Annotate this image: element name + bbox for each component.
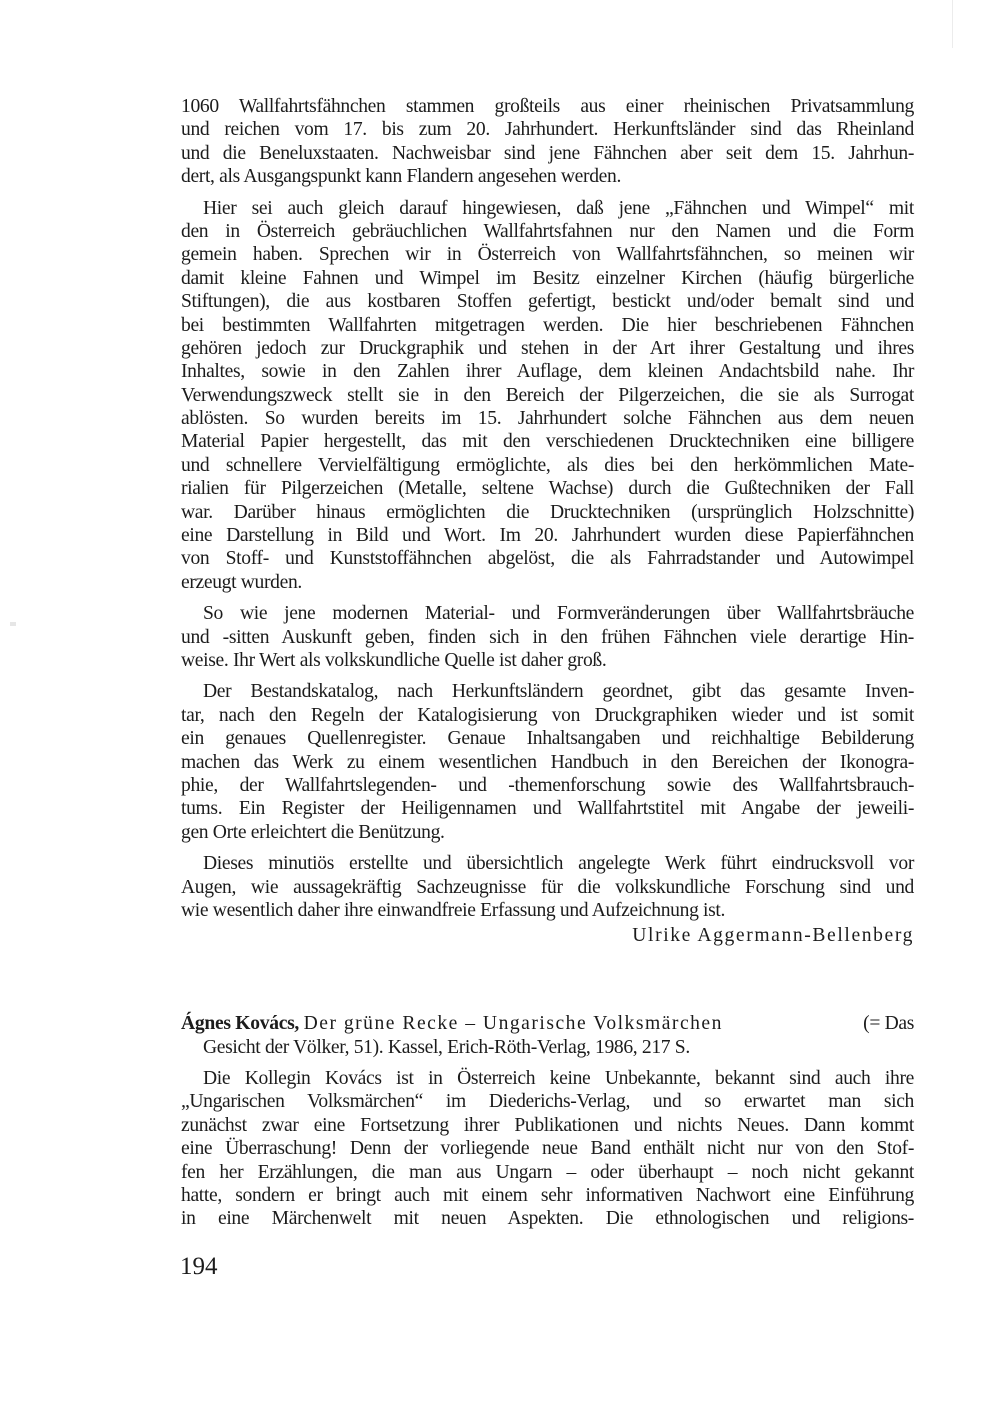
text-line: weise. Ihr Wert als volkskundliche Quelle ist daher groß. (181, 649, 607, 671)
page-number: 194 (180, 1253, 218, 1280)
text-line: und -sitten Auskunft geben, finden sich in den frühen Fähnchen viele derartige Hin- (181, 626, 914, 648)
review-kovacs (181, 1012, 914, 1231)
citation-series-open: (= Das (863, 1013, 914, 1035)
text-line: hatte, sondern er bringt auch mit einem sehr informativen Nachwort eine Einführung (181, 1185, 914, 1207)
review-aggermann (181, 95, 914, 948)
text-line: dert, als Ausgangspunkt kann Flandern angesehen werden. (181, 166, 621, 188)
text-line: eine Darstellung in Bild und Wort. Im 20. Jahrhundert wurden diese Papierfähnchen (181, 525, 914, 547)
text-line: war. Darüber hinaus ermöglichten die Drucktechniken (ursprünglich Holzschnitte) (181, 501, 914, 523)
paragraph (181, 95, 914, 189)
text-line: eine Überraschung! Denn der vorliegende neue Band enthält nicht nur von den Stof- (181, 1138, 914, 1160)
reviewer-signature: Ulrike Aggermann-Bellenberg (632, 925, 914, 947)
text-line: damit kleine Fahnen und Wimpel im Besitz einzelner Kirchen (häufig bürgerliche (181, 267, 914, 289)
text-line: So wie jene modernen Material- und Formveränderungen über Wallfahrtsbräuche (203, 603, 914, 625)
text-line: Dieses minutiös erstellte und übersichtlich angelegte Werk führt eindrucksvoll vor (203, 853, 914, 875)
citation-author-title (181, 1012, 723, 1035)
text-line: Inhaltes, sowie in den Zahlen ihrer Auflage, dem kleinen Andachtsbild nahe. Ihr (181, 361, 914, 383)
text-line: und die Beneluxstaaten. Nachweisbar sind jene Fähnchen aber seit dem 15. Jahrhun- (181, 142, 914, 164)
text-line: von Stoff- und Kunststoffähnchen abgelöst, die als Fahrradstander und Autowimpel (181, 548, 914, 570)
scan-margin-artifact (10, 622, 16, 626)
paragraph (181, 852, 914, 922)
text-line: 1060 Wallfahrtsfähnchen stammen großteils aus einer rheinischen Privatsammlung (181, 96, 914, 117)
text-line: „Ungarischen Volksmärchen“ im Diederichs-Verlag, und so erwartet man sich (181, 1091, 914, 1113)
text-line: gemein haben. Sprechen wir in Österreich von Wallfahrtsfähnchen, so meinen wir (181, 244, 914, 266)
text-line: und reichen vom 17. bis zum 20. Jahrhundert. Herkunftsländer sind das Rheinland (181, 119, 914, 141)
text-line: Verwendungszweck stellt sie in den Bereich der Pilgerzeichen, die sie als Surrogat (181, 384, 914, 406)
text-line: rialien für Pilgerzeichen (Metalle, seltene Wachse) durch die Gußtechniken der Fall (181, 478, 914, 500)
citation-line (181, 1012, 914, 1035)
text-line: Stiftungen), die aus kostbaren Stoffen gefertigt, bestickt und/oder bemalt sind und (181, 291, 914, 313)
section-gap (181, 948, 914, 1012)
text-line: in eine Märchenwelt mit neuen Aspekten. Die ethnologischen und religions- (181, 1208, 914, 1230)
book-citation (181, 1012, 914, 1059)
text-line: gehören jedoch zur Druckgraphik und stehen in der Art ihrer Gestaltung und ihres (181, 337, 914, 359)
text-line: gen Orte erleichtert die Benützung. (181, 821, 445, 843)
text-line: den in Österreich gebräuchlichen Wallfahrtsfahnen nur den Namen und die Form (181, 220, 914, 242)
paragraph (181, 680, 914, 844)
paragraph (181, 197, 914, 595)
book-page (181, 95, 914, 1239)
text-line: Der Bestandskatalog, nach Herkunftsländern geordnet, gibt das gesamte Inven- (203, 681, 914, 703)
text-line: und schnellere Vervielfältigung ermöglichte, als dies bei den herkömmlichen Mate- (181, 454, 914, 476)
text-line: Material Papier hergestellt, das mit den verschiedenen Drucktechniken eine billigere (181, 431, 914, 453)
text-line: phie, der Wallfahrtslegenden- und -themenforschung sowie des Wallfahrtsbrauch- (181, 774, 914, 796)
paragraph (181, 1067, 914, 1231)
text-line: fen her Erzählungen, die man aus Ungarn – oder überhaupt – noch nicht gekannt (181, 1161, 914, 1183)
text-line: zunächst zwar eine Fortsetzung ihrer Publikationen und nichts Neues. Dann kommt (181, 1114, 914, 1136)
text-line: bei bestimmten Wallfahrten mitgetragen werden. Die hier beschriebenen Fähnchen (181, 314, 914, 336)
text-line: Die Kollegin Kovács ist in Österreich keine Unbekannte, bekannt sind auch ihre (203, 1068, 914, 1090)
text-line: tums. Ein Register der Heiligennamen und Wallfahrtstitel mit Angabe der jeweili- (181, 798, 914, 820)
citation-title: Der grüne Recke – Ungarische Volksmärchen (303, 1013, 723, 1035)
scan-margin-artifact (952, 0, 953, 48)
text-line: ablösten. So wurden bereits im 15. Jahrhundert solche Fähnchen aus dem neuen (181, 408, 914, 430)
text-line: ein genaues Quellenregister. Genaue Inhaltsangaben und reichhaltige Bebilderung (181, 728, 914, 750)
citation-author: Ágnes Kovács, (181, 1013, 300, 1035)
text-line: wie wesentlich daher ihre einwandfreie Erfassung und Aufzeichnung ist. (181, 899, 726, 921)
text-line: tar, nach den Regeln der Katalogisierung von Druckgraphiken wieder und ist somit (181, 704, 914, 726)
paragraph (181, 602, 914, 672)
text-line: erzeugt wurden. (181, 571, 302, 593)
citation-line: Gesicht der Völker, 51). Kassel, Erich-Röth-Verlag, 1986, 217 S. (203, 1036, 690, 1058)
text-line: machen das Werk zu einem wesentlichen Handbuch in den Bereichen der Ikonogra- (181, 751, 914, 773)
text-line: Hier sei auch gleich darauf hingewiesen, daß jene „Fähnchen und Wimpel“ mit (203, 197, 914, 219)
text-line: Augen, wie aussagekräftig Sachzeugnisse für die volkskundliche Forschung sind und (181, 876, 914, 898)
